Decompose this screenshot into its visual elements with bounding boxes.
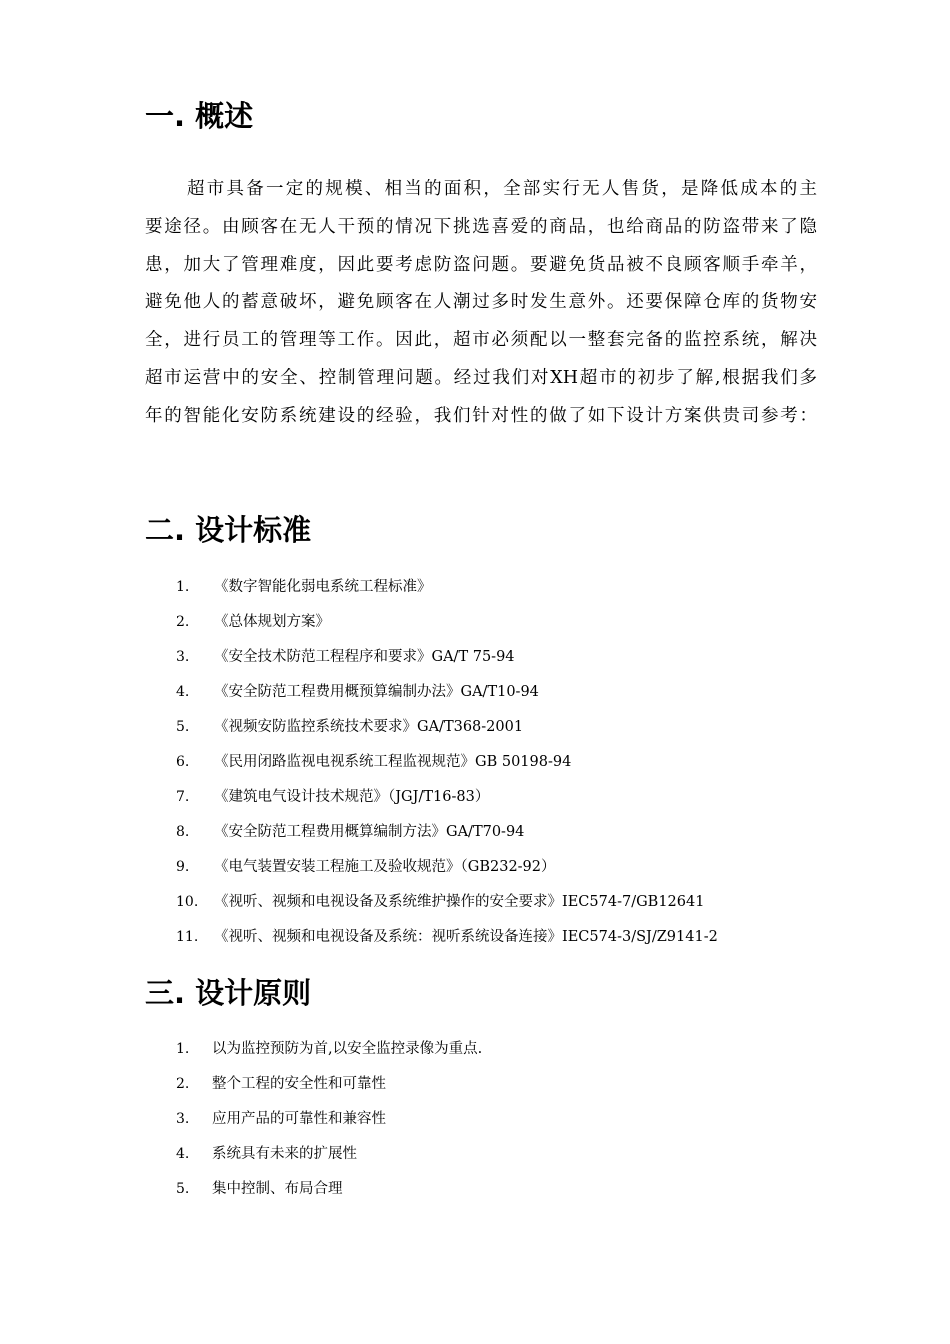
list-item-text: 《电气装置安装工程施工及验收规范》（GB232-92） [214, 859, 556, 875]
section-heading-design-principles: 三. 设计原则 [145, 976, 312, 1010]
list-item-number: 7. [176, 789, 190, 805]
list-item-number: 5. [176, 719, 190, 735]
list-item-text: 《总体规划方案》 [214, 614, 330, 630]
list-item-number: 11. [176, 929, 199, 945]
list-item-number: 1. [176, 579, 190, 595]
list-item-text: 《视听、视频和电视设备及系统：视听系统设备连接》IEC574-3/SJ/Z9141-2 [214, 929, 718, 945]
list-item-text: 系统具有未来的扩展性 [212, 1146, 357, 1162]
list-item-number: 10. [176, 894, 199, 910]
overview-paragraph [145, 171, 817, 436]
list-item-text: 整个工程的安全性和可靠性 [212, 1076, 386, 1092]
list-item-number: 4. [176, 684, 190, 700]
paragraph-line: 全，进行员工的管理等工作。因此，超市必须配以一整套完备的监控系统，解决 [145, 330, 817, 351]
paragraph-line: 超市具备一定的规模、相当的面积，全部实行无人售货，是降低成本的主 [187, 179, 817, 199]
paragraph-line: 超市运营中的安全、控制管理问题。经过我们对XH超市的初步了解,根据我们多 [145, 367, 817, 388]
list-item-text: 《视听、视频和电视设备及系统维护操作的安全要求》IEC574-7/GB12641 [214, 894, 705, 910]
section-heading-overview: 一. 概述 [145, 99, 254, 133]
list-item-text: 《安全防范工程费用概算编制方法》GA/T70-94 [214, 824, 525, 840]
list-item-number: 6. [176, 754, 190, 770]
list-item-text: 《数字智能化弱电系统工程标准》 [214, 579, 432, 595]
section-heading-design-standards: 二. 设计标准 [145, 513, 312, 547]
list-item-number: 3. [176, 649, 190, 665]
list-item-text: 应用产品的可靠性和兼容性 [212, 1111, 386, 1127]
list-item-text: 《民用闭路监视电视系统工程监视规范》GB 50198-94 [214, 754, 572, 770]
list-item-number: 8. [176, 824, 190, 840]
list-item-number: 5. [176, 1181, 190, 1197]
list-item-text: 《安全技术防范工程程序和要求》GA/T 75-94 [214, 649, 515, 665]
paragraph-line: 避免他人的蓄意破坏，避免顾客在人潮过多时发生意外。还要保障仓库的货物安 [145, 292, 817, 313]
list-item-text: 《视频安防监控系统技术要求》GA/T368-2001 [214, 719, 524, 735]
list-item-text: 《建筑电气设计技术规范》（JGJ/T16-83） [214, 789, 490, 805]
list-item-number: 2. [176, 1076, 190, 1092]
list-item-number: 1. [176, 1041, 190, 1057]
paragraph-line: 患，加大了管理难度，因此要考虑防盗问题。要避免货品被不良顾客顺手牵羊， [145, 254, 817, 275]
list-item-text: 以为监控预防为首,以安全监控录像为重点. [212, 1041, 483, 1057]
list-item-number: 2. [176, 614, 190, 630]
list-item-number: 9. [176, 859, 190, 875]
paragraph-line: 年的智能化安防系统建设的经验，我们针对性的做了如下设计方案供贵司参考： [145, 405, 817, 426]
list-item-number: 4. [176, 1146, 190, 1162]
list-item-number: 3. [176, 1111, 190, 1127]
list-item-text: 《安全防范工程费用概预算编制办法》GA/T10-94 [214, 684, 539, 700]
paragraph-line: 要途径。由顾客在无人干预的情况下挑选喜爱的商品，也给商品的防盗带来了隐 [145, 216, 817, 237]
list-item-text: 集中控制、布局合理 [212, 1181, 343, 1197]
